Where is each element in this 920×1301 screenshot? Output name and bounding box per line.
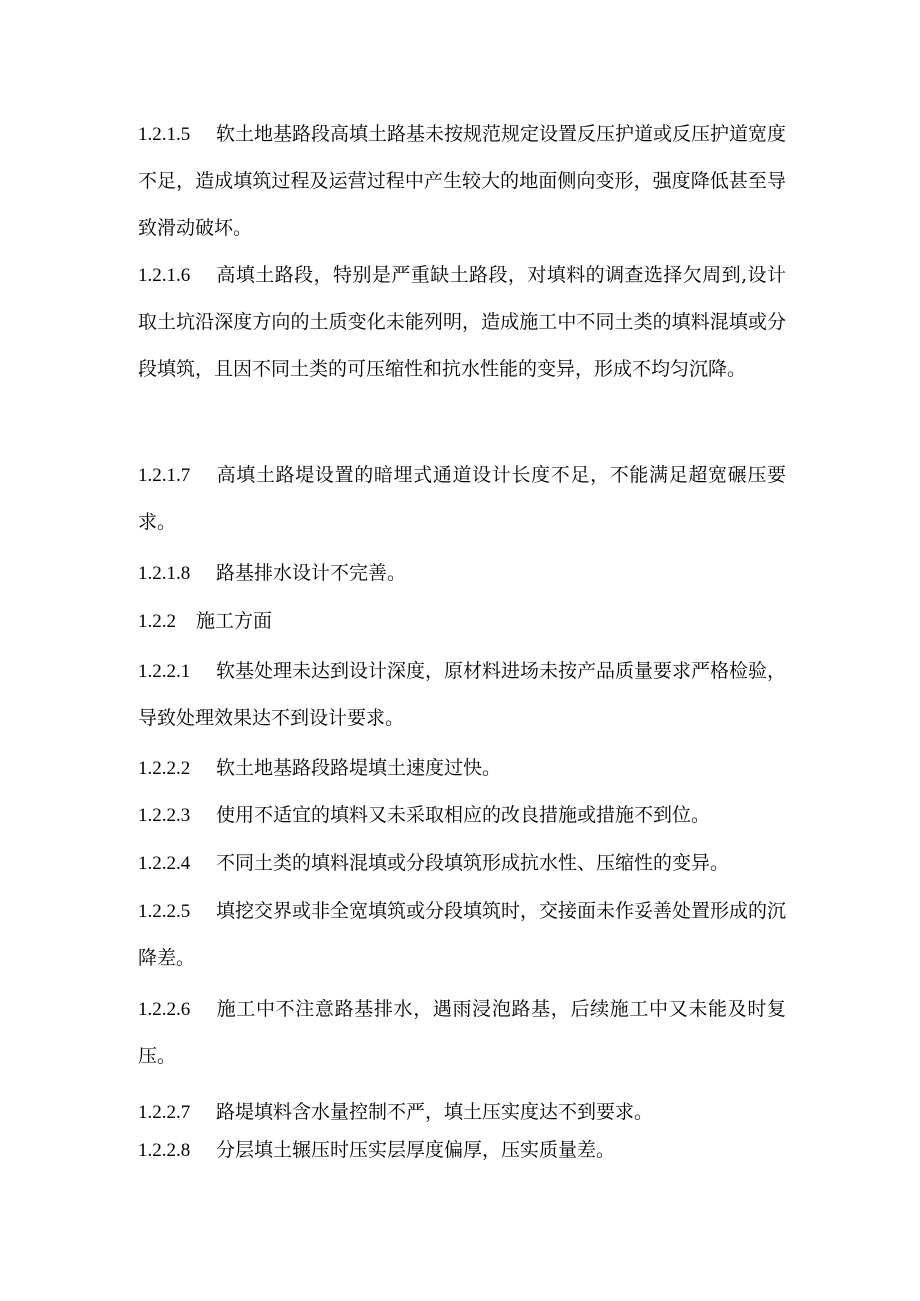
clause-text: 软基处理未达到设计深度，原材料进场未按产品质量要求严格检验，导致处理效果达不到设计要求。	[138, 660, 787, 729]
paragraph-1-2-1-7	[138, 452, 786, 546]
clause-number: 1.2.1.5	[138, 124, 191, 145]
clause-number: 1.2.2.2	[138, 758, 191, 779]
paragraph-1-2-2-5	[138, 888, 786, 982]
paragraph-1-2-2-2	[138, 745, 786, 792]
paragraph-1-2-2-4	[138, 840, 786, 887]
clause-text: 高填土路段，特别是严重缺土路段，对填料的调查选择欠周到,设计取土坑沿深度方向的土质变化未能列明，造成施工中不同土类的填料混填或分段填筑，且因不同土类的可压缩性和抗水性能的变异，形成不均匀沉降。	[138, 264, 786, 380]
clause-number: 1.2.2.8	[138, 1140, 191, 1161]
section-number: 1.2.2	[138, 611, 176, 632]
clause-text: 施工中不注意路基排水，遇雨浸泡路基，后续施工中又未能及时复压。	[138, 998, 786, 1067]
clause-text: 分层填土辗压时压实层厚度偏厚，压实质量差。	[216, 1139, 616, 1161]
clause-number: 1.2.1.7	[138, 465, 191, 486]
paragraph-1-2-2-8	[138, 1127, 786, 1174]
section-title: 施工方面	[196, 610, 273, 632]
section-heading-1-2-2	[138, 598, 786, 645]
clause-text: 填挖交界或非全宽填筑或分段填筑时，交接面未作妥善处置形成的沉降差。	[138, 900, 787, 969]
paragraph-1-2-2-6	[138, 986, 786, 1080]
clause-text: 路堤填料含水量控制不严，填土压实度达不到要求。	[216, 1101, 654, 1123]
clause-text: 软土地基路段高填土路基未按规范规定设置反压护道或反压护道宽度不足，造成填筑过程及运营过程中产生较大的地面侧向变形，强度降低甚至导致滑动破坏。	[138, 123, 787, 239]
paragraph-1-2-1-6	[138, 252, 786, 393]
clause-text: 软土地基路段路堤填土速度过快。	[216, 757, 502, 779]
clause-text: 路基排水设计不完善。	[216, 562, 407, 584]
clause-number: 1.2.1.8	[138, 563, 191, 584]
paragraph-1-2-2-3	[138, 792, 786, 839]
clause-text: 高填土路堤设置的暗埋式通道设计长度不足，不能满足超宽碾压要求。	[138, 464, 786, 533]
clause-text: 不同土类的填料混填或分段填筑形成抗水性、压缩性的变异。	[216, 852, 730, 874]
clause-number: 1.2.2.6	[138, 999, 191, 1020]
clause-number: 1.2.2.1	[138, 661, 191, 682]
clause-number: 1.2.2.5	[138, 901, 191, 922]
paragraph-1-2-1-8	[138, 550, 786, 597]
clause-number: 1.2.1.6	[138, 265, 191, 286]
clause-number: 1.2.2.4	[138, 853, 191, 874]
paragraph-1-2-1-5	[138, 111, 786, 252]
clause-text: 使用不适宜的填料又未采取相应的改良措施或措施不到位。	[216, 804, 711, 826]
clause-number: 1.2.2.3	[138, 805, 191, 826]
clause-number: 1.2.2.7	[138, 1102, 191, 1123]
paragraph-1-2-2-1	[138, 648, 786, 742]
